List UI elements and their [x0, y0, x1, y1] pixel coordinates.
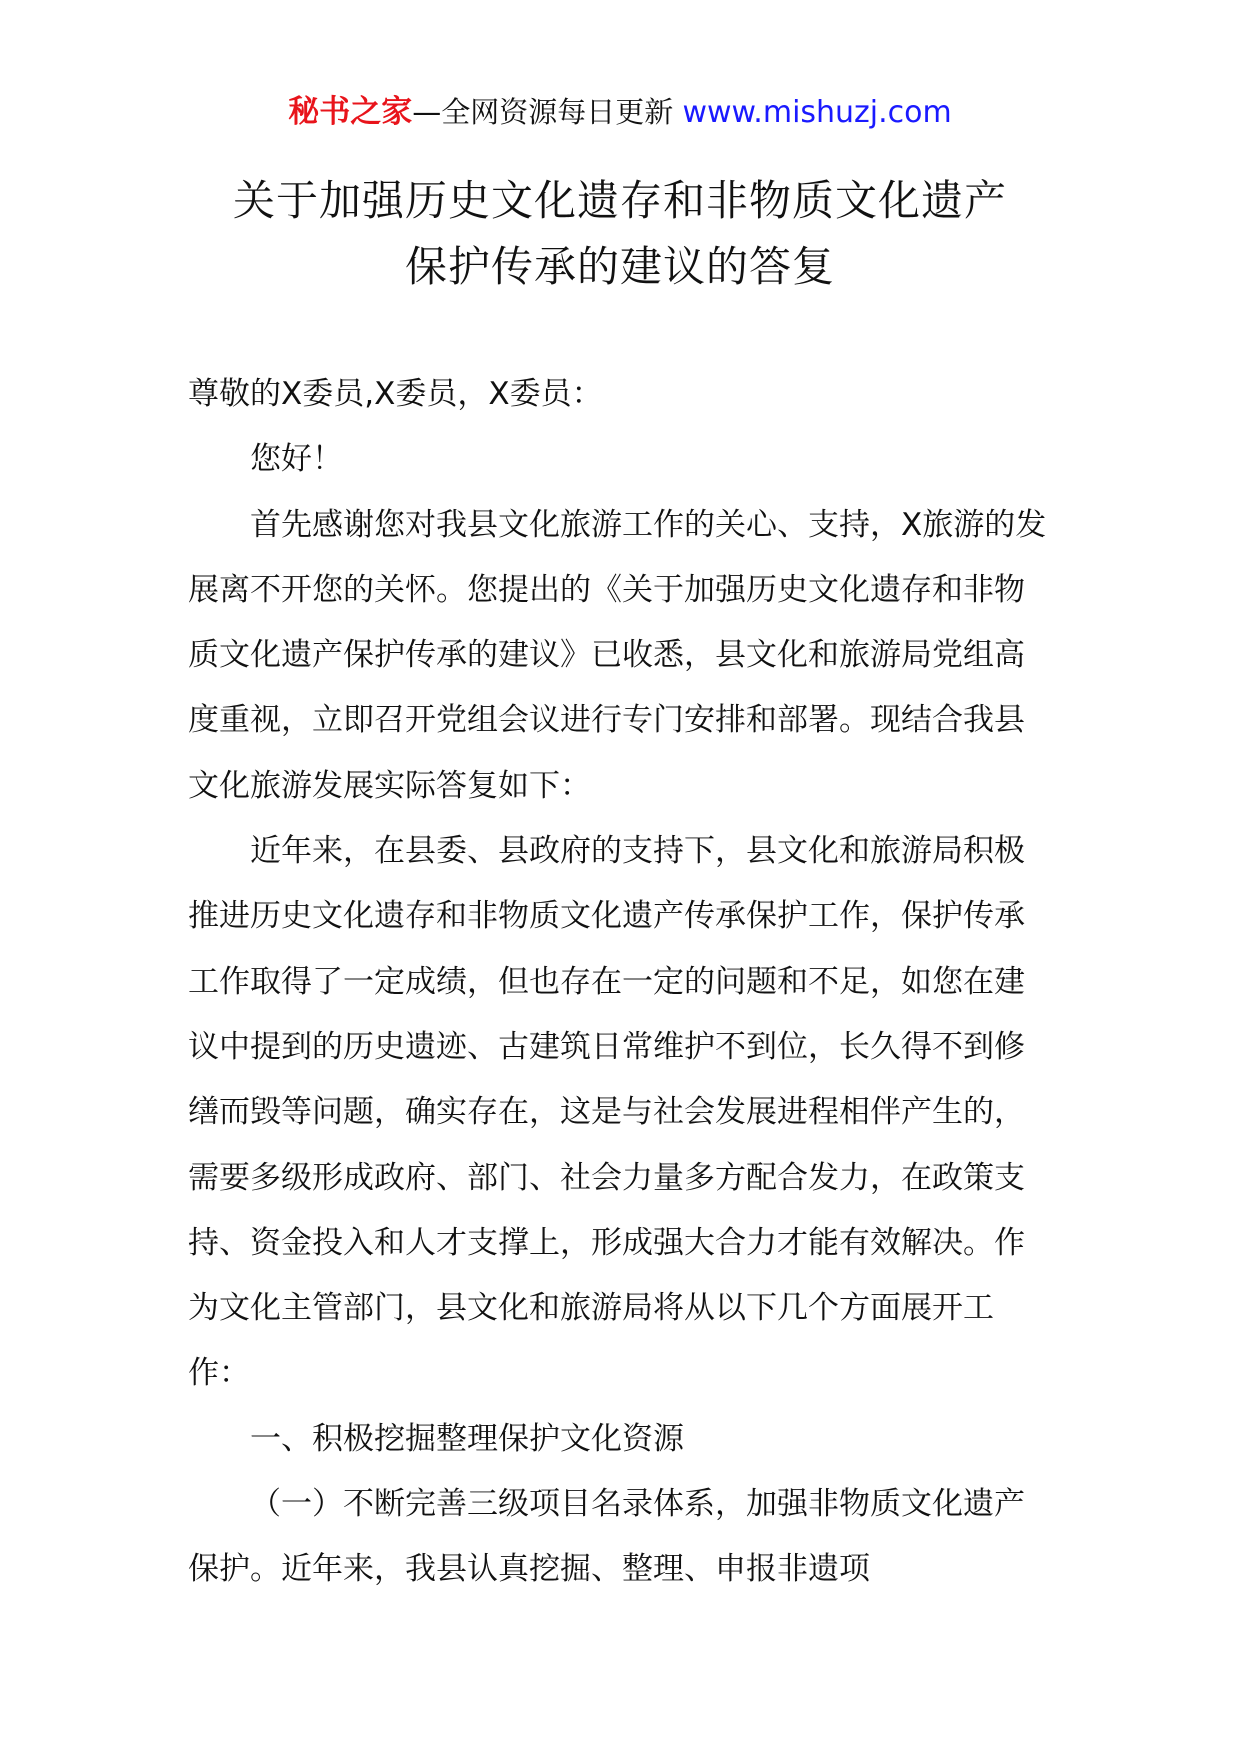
site-url-link[interactable]: www.mishuzj.com	[682, 95, 952, 130]
document-title-line-1: 关于加强历史文化遗存和非物质文化遗产	[232, 176, 1007, 225]
site-brand: 秘书之家	[288, 94, 413, 130]
section-heading: 一、积极挖掘整理保护文化资源	[250, 1420, 684, 1457]
site-tagline: —全网资源每日更新	[412, 95, 683, 129]
paragraph: 首先感谢您对我县文化旅游工作的关心、支持，X旅游的发展离不开您的关怀。您提出的《关于加强历史文化遗存和非物质文化遗产保护传承的建议》已收悉，县文化和旅游局党组高度重视，立即召开党组会议进行专门安排和部署。现结合我县文化旅游发展实际答复如下：	[188, 506, 1047, 804]
document-title	[120, 168, 1120, 300]
document-title-line-2: 保护传承的建议的答复	[404, 242, 835, 291]
greeting: 您好！	[250, 441, 343, 478]
document-body	[188, 362, 1054, 1603]
salutation: 尊敬的X委员,X委员，X委员：	[188, 376, 603, 412]
site-header	[0, 88, 1240, 137]
paragraph: 近年来，在县委、县政府的支持下，县文化和旅游局积极推进历史文化遗存和非物质文化遗产传承保护工作，保护传承工作取得了一定成绩，但也存在一定的问题和不足，如您在建议中提到的历史遗迹、古建筑日常维护不到位，长久得不到修缮而毁等问题，确实存在，这是与社会发展进程相伴产生的，需要多级形成政府、部门、社会力量多方配合发力，在政策支持、资金投入和人才支撑上，形成强大合力才能有效解决。作为文化主管部门，县文化和旅游局将从以下几个方面展开工作：	[188, 833, 1025, 1392]
paragraph: （一）不断完善三级项目名录体系，加强非物质文化遗产保护。近年来，我县认真挖掘、整理、申报非遗项	[188, 1486, 1025, 1588]
